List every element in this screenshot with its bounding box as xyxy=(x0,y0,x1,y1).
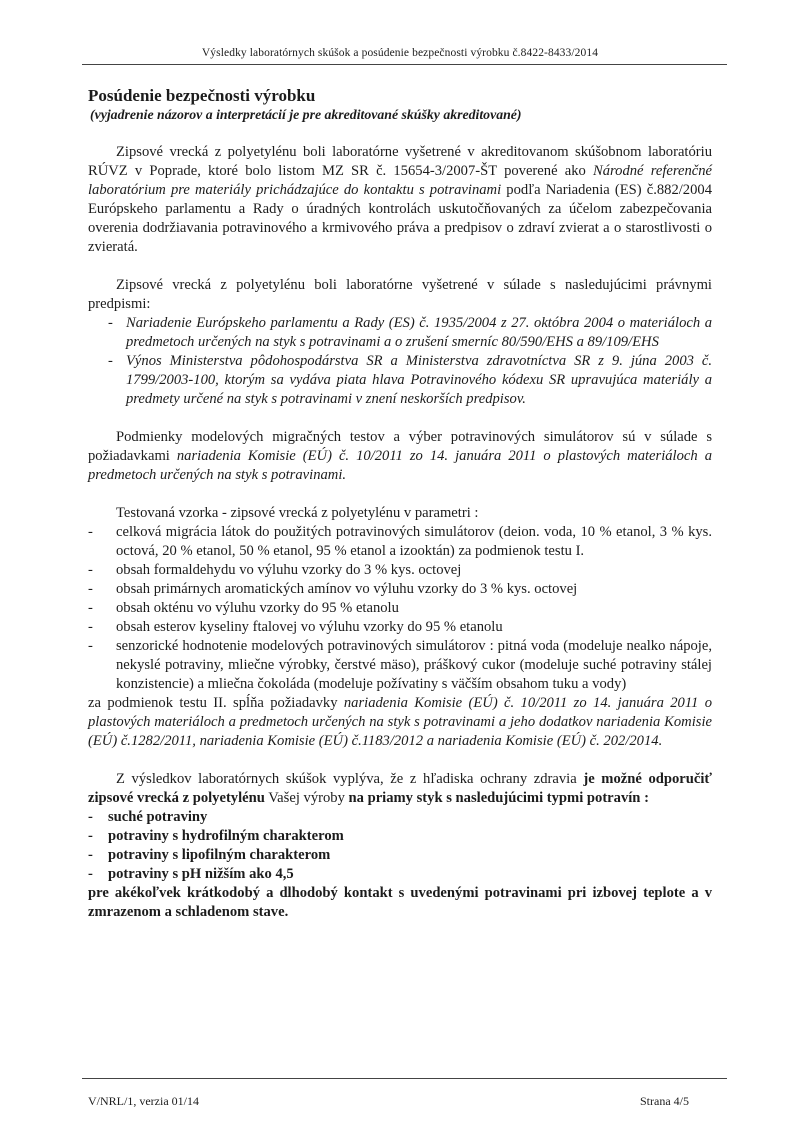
paragraph-legal-intro: Zipsové vrecká z polyetylénu boli laboratórne vyšetrené v súlade s nasledujúcimi právnymi predpismi: xyxy=(88,277,712,312)
paragraph-text: Vašej výroby xyxy=(264,790,349,806)
paragraph-closing: pre akékoľvek krátkodobý a dlhodobý kontakt s uvedenými potravinami pri izbovej teplote a v zmrazenom a schladenom stave. xyxy=(88,885,712,920)
paragraph-text: Zipsové vrecká z polyetylénu boli laboratórne vyšetrené v akreditovanom skúšobnom laboratóriu RÚVZ v Poprade, ktoré bolo listom MZ SR č. 15654-3/2007-ŠT poverené ako xyxy=(88,144,712,179)
list-item: - obsah primárnych aromatických amínov vo výluhu vzorky do 3 % kys. octovej xyxy=(88,580,712,599)
legal-regulations-list xyxy=(88,314,712,409)
list-item: - potraviny s lipofilným charakterom xyxy=(88,846,712,865)
list-item: - obsah formaldehydu vo výluhu vzorky do 3 % kys. octovej xyxy=(88,561,712,580)
paragraph-text: Podmienky modelových migračných testov a výber potravinových simulátorov sú v súlade s požiadavkami xyxy=(88,429,712,464)
page-header: Výsledky laboratórnych skúšok a posúdenie bezpečnosti výrobku č.8422-8433/2014 xyxy=(201,47,599,59)
test-parameters-list xyxy=(88,523,712,694)
list-item: - potraviny s hydrofilným charakterom xyxy=(88,827,712,846)
list-item: - suché potraviny xyxy=(88,808,712,827)
paragraph-text: za podmienok testu II. spĺňa požiadavky xyxy=(88,695,344,711)
paragraph-bold-text: je možné odporučiť zipsové vrecká z polyetylénu xyxy=(88,771,713,806)
paragraph-text: Z výsledkov laboratórnych skúšok vyplýva, že z hľadiska ochrany zdravia xyxy=(116,771,584,787)
paragraph-tested-sample: Testovaná vzorka - zipsové vrecká z polyetylénu v parametri : xyxy=(116,505,479,521)
list-item: - obsah esterov kyseliny ftalovej vo výluhu vzorky do 95 % etanolu xyxy=(88,618,712,637)
paragraph-italic-text: nariadenia Komisie (EÚ) č. 10/2011 zo 14. januára 2011 o plastových materiáloch a predmetoch určených na styk s potravinami. xyxy=(88,448,712,483)
paragraph-laboratory xyxy=(88,143,712,257)
food-types-list xyxy=(88,808,712,884)
paragraph-bold-text: na priamy styk s nasledujúcimi typmi potravín : xyxy=(348,790,649,806)
paragraph-italic-text: Národné referenčné laboratórium pre materiály prichádzajúce do kontaktu s potravinami xyxy=(88,163,713,198)
footer-form-code: V/NRL/1, verzia 01/14 xyxy=(88,1094,199,1108)
header-divider xyxy=(82,64,727,65)
list-item: - Výnos Ministerstva pôdohospodárstva SR a Ministerstva zdravotníctva SR z 9. júna 2003 č. 1799/2003-100, ktorým sa vydáva piata hlava Potravinového kódexu SR upravujúca materiály a predmety určené na styk s potravinami v znení neskorších predpisov. xyxy=(108,352,712,409)
list-item: - senzorické hodnotenie modelových potravinových simulátorov : pitná voda (modeluje nealko nápoje, nekyslé potraviny, mliečne výrobky, čerstvé mäso), práškový cukor (modeluje suché potraviny stálej konzistencie) a mliečna čokoláda (modeluje požívatiny s väčším obsahom tuku a vody) xyxy=(88,637,712,694)
section-title: Posúdenie bezpečnosti výrobku xyxy=(88,86,316,105)
paragraph-compliance xyxy=(88,694,712,751)
paragraph-italic-text: nariadenia Komisie (EÚ) č. 10/2011 zo 14. januára 2011 o plastových materiáloch a predmetoch určených na styk s potravinami a jeho dodatkov nariadenia Komisie (EÚ) č.1282/2011, nariadenia Komisie (EÚ) č.1183/2012 a nariadenia Komisie (EÚ) č. 202/2014. xyxy=(88,695,713,749)
footer-divider xyxy=(82,1078,727,1079)
paragraph-migration-conditions xyxy=(88,428,712,485)
paragraph-conclusion xyxy=(88,770,712,808)
list-item: - potraviny s pH nižším ako 4,5 xyxy=(88,865,712,884)
list-item: - celková migrácia látok do použitých potravinových simulátorov (deion. voda, 10 % etanol, 3 % kys. octová, 20 % etanol, 50 % etanol, 95 % etanol a izooktán) za podmienok testu I. xyxy=(88,523,712,561)
document-body xyxy=(88,86,712,922)
footer-page-number: Strana 4/5 xyxy=(640,1094,689,1108)
list-item: - obsah okténu vo výluhu vzorky do 95 % etanolu xyxy=(88,599,712,618)
paragraph-text: podľa Nariadenia (ES) č.882/2004 Európskeho parlamentu a Rady o úradných kontrolách uskutočňovaných za účelom zabezpečovania overenia dodržiavania potravinového a krmivového práva a predpisov o zdraví zvierat a o starostlivosti o zvieratá. xyxy=(88,182,712,255)
section-subtitle: (vyjadrenie názorov a interpretácií je pre akreditované skúšky akreditované) xyxy=(90,107,522,122)
list-item: - Nariadenie Európskeho parlamentu a Rady (ES) č. 1935/2004 z 27. októbra 2004 o materiáloch a predmetoch určených na styk s potravinami a o zrušení smerníc 80/590/EHS a 89/109/EHS xyxy=(108,314,712,352)
